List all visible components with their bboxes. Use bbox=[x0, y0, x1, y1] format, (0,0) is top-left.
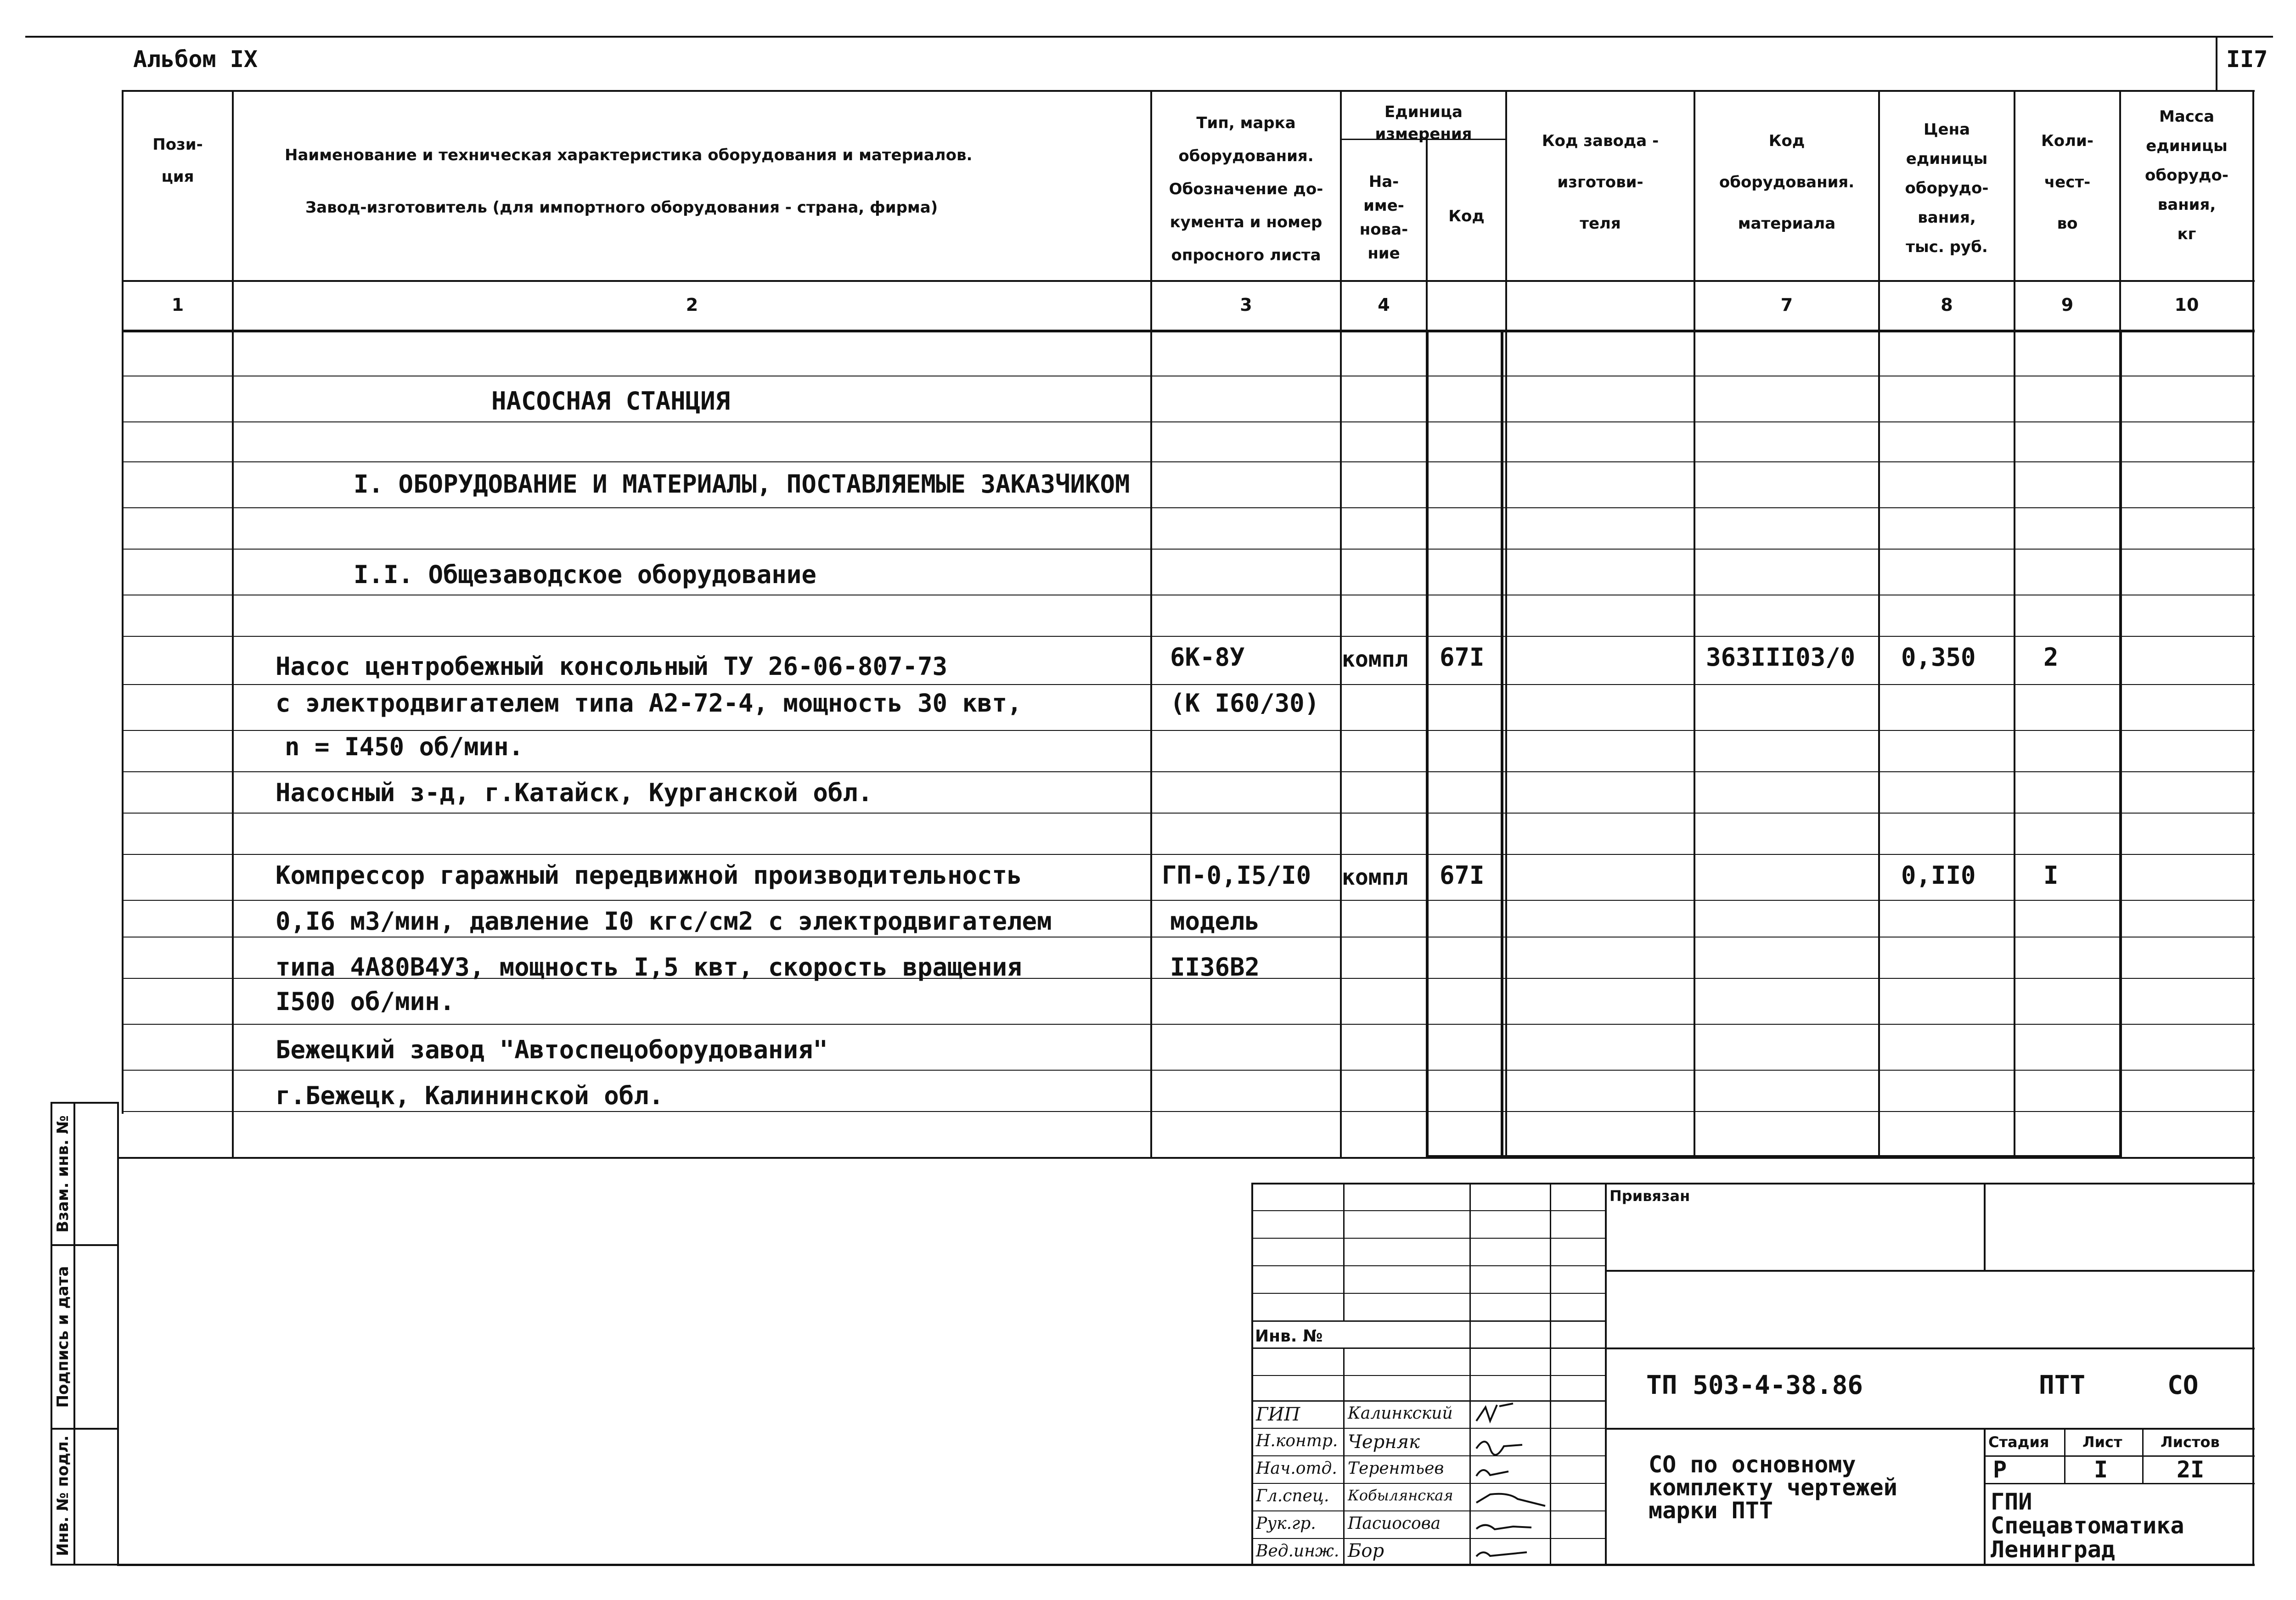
hdr-position-1: Пози- bbox=[152, 135, 203, 154]
item2-type-3: II36В2 bbox=[1170, 953, 1260, 982]
col-num-7: 7 bbox=[1780, 295, 1793, 315]
item1-unit: компл bbox=[1342, 646, 1408, 672]
item2-type-2: модель bbox=[1170, 907, 1260, 936]
tb-org-2: Спецавтоматика bbox=[1991, 1512, 2184, 1539]
item2-unit: компл bbox=[1342, 865, 1408, 890]
hdr-unit-code: Код bbox=[1448, 207, 1485, 225]
tb-title-2: комплекту чертежей bbox=[1649, 1474, 1897, 1501]
hdr-factory-code-1: Код завода - bbox=[1542, 132, 1659, 150]
section-group-1: I. ОБОРУДОВАНИЕ И МАТЕРИАЛЫ, ПОСТАВЛЯЕМЫЕ ЗАКАЗЧИКОМ bbox=[354, 470, 1130, 499]
hdr-mass-3: оборудо- bbox=[2145, 166, 2228, 185]
section-group-1-1: I.I. Общезаводское оборудование bbox=[354, 560, 816, 589]
sig-name-3: Терентьев bbox=[1348, 1459, 1444, 1478]
hdr-mass-4: вания, bbox=[2157, 196, 2216, 214]
hdr-price-3: оборудо- bbox=[1905, 179, 1989, 197]
hdr-qty-3: во bbox=[2057, 214, 2078, 233]
item1-type-2: (К I60/30) bbox=[1170, 689, 1320, 718]
section-station: НАСОСНАЯ СТАНЦИЯ bbox=[491, 387, 731, 415]
hdr-qty-2: чест- bbox=[2044, 173, 2091, 191]
hdr-type-1: Тип, марка bbox=[1196, 114, 1296, 132]
hdr-type-2: оборудования. bbox=[1178, 147, 1314, 165]
sig-role-4: Гл.спец. bbox=[1256, 1487, 1329, 1505]
tb-inv-no: Инв. № bbox=[1255, 1327, 1323, 1346]
tb-title-3: марки ПТТ bbox=[1649, 1497, 1773, 1524]
col-num-1: 1 bbox=[171, 295, 184, 315]
hdr-unit-group-2: измерения bbox=[1375, 125, 1472, 143]
col-num-3: 3 bbox=[1240, 295, 1252, 315]
hdr-price-2: единицы bbox=[1906, 150, 1988, 168]
tb-stage: Р bbox=[1993, 1456, 2007, 1483]
hdr-equip-code-1: Код bbox=[1768, 132, 1805, 150]
col-num-2: 2 bbox=[686, 295, 698, 315]
item2-quantity: I bbox=[2043, 861, 2059, 890]
hdr-position-2: ция bbox=[161, 168, 194, 186]
hdr-factory-code-3: теля bbox=[1580, 214, 1621, 233]
tb-sheets: 2I bbox=[2177, 1456, 2205, 1483]
hdr-unit-name-4: ние bbox=[1367, 244, 1400, 263]
page-number: II7 bbox=[2226, 46, 2268, 73]
hdr-unit-name-3: нова- bbox=[1359, 220, 1408, 239]
hdr-price-1: Цена bbox=[1923, 120, 1970, 139]
sig-name-1: Калинкский bbox=[1348, 1404, 1453, 1423]
hdr-qty-1: Коли- bbox=[2041, 132, 2093, 150]
tb-title-1: СО по основному bbox=[1649, 1451, 1856, 1478]
tb-org-1: ГПИ bbox=[1991, 1488, 2032, 1515]
item1-line3: n = I450 об/мин. bbox=[285, 732, 524, 761]
stamp-replaced-inv: Взам. инв. № bbox=[54, 1115, 72, 1233]
item2-line6: г.Бежецк, Калининской обл. bbox=[276, 1081, 664, 1110]
stamp-sign-date: Подпись и дата bbox=[54, 1266, 72, 1408]
item2-unit-code: 67I bbox=[1440, 861, 1485, 890]
hdr-name-line2: Завод-изготовитель (для импортного оборудования - страна, фирма) bbox=[305, 198, 938, 217]
col-num-10: 10 bbox=[2174, 295, 2199, 315]
hdr-unit-name-2: име- bbox=[1363, 196, 1404, 215]
hdr-mass-2: единицы bbox=[2146, 137, 2228, 155]
hdr-mass-1: Масса bbox=[2159, 107, 2215, 126]
item2-line4: I500 об/мин. bbox=[276, 987, 455, 1016]
col-num-9: 9 bbox=[2061, 295, 2074, 315]
album-label: Альбом IX bbox=[133, 46, 258, 73]
item1-line4: Насосный з-д, г.Катайск, Курганской обл. bbox=[276, 778, 873, 807]
sig-role-1: ГИП bbox=[1256, 1404, 1300, 1425]
tb-org-3: Ленинград bbox=[1991, 1536, 2115, 1563]
hdr-mass-5: кг bbox=[2177, 225, 2196, 243]
tb-stage-label: Стадия bbox=[1988, 1433, 2049, 1451]
item2-line5: Бежецкий завод "Автоспецоборудования" bbox=[276, 1035, 828, 1064]
item2-line1: Компрессор гаражный передвижной производительность bbox=[276, 861, 1022, 890]
sig-name-5: Пасиосова bbox=[1348, 1514, 1441, 1533]
tb-designation: ТП 503-4-38.86 bbox=[1646, 1370, 1863, 1400]
hdr-unit-name-1: На- bbox=[1368, 173, 1399, 191]
tb-sheets-label: Листов bbox=[2161, 1433, 2220, 1451]
tb-sheet: I bbox=[2094, 1456, 2108, 1483]
tb-doc: СО bbox=[2167, 1370, 2199, 1400]
hdr-equip-code-2: оборудования. bbox=[1719, 173, 1855, 191]
tb-attached: Привязан bbox=[1609, 1187, 1690, 1205]
hdr-type-4: кумента и номер bbox=[1170, 213, 1322, 231]
hdr-factory-code-2: изготови- bbox=[1557, 173, 1643, 191]
item2-line3: типа 4А80В4У3, мощность I,5 квт, скорость вращения bbox=[276, 953, 1022, 982]
item1-line2: с электродвигателем типа А2-72-4, мощность 30 квт, bbox=[276, 689, 1022, 718]
hdr-equip-code-3: материала bbox=[1738, 214, 1836, 233]
item1-type-1: 6К-8У bbox=[1170, 643, 1245, 672]
sig-name-2: Черняк bbox=[1348, 1432, 1420, 1453]
sig-role-3: Нач.отд. bbox=[1256, 1459, 1337, 1478]
hdr-price-4: вания, bbox=[1918, 208, 1976, 227]
sig-role-6: Вед.инж. bbox=[1256, 1542, 1339, 1561]
sig-name-6: Бор bbox=[1348, 1540, 1384, 1561]
item1-price: 0,350 bbox=[1901, 643, 1976, 672]
item1-equipment-code: 363III03/0 bbox=[1706, 643, 1856, 672]
item1-quantity: 2 bbox=[2043, 643, 2059, 672]
sig-role-2: Н.контр. bbox=[1256, 1432, 1338, 1450]
item2-line2: 0,I6 м3/мин, давление I0 кгс/см2 с электродвигателем bbox=[276, 907, 1052, 936]
hdr-price-5: тыс. руб. bbox=[1906, 238, 1988, 256]
col-num-4: 4 bbox=[1378, 295, 1390, 315]
hdr-name-line1: Наименование и техническая характеристика оборудования и материалов. bbox=[285, 146, 973, 164]
signature-marks bbox=[1472, 1403, 1550, 1566]
item1-line1: Насос центробежный консольный ТУ 26-06-807-73 bbox=[276, 652, 947, 681]
tb-mark: ПТТ bbox=[2039, 1370, 2086, 1400]
stamp-inv-orig: Инв. № подл. bbox=[54, 1435, 72, 1556]
hdr-type-3: Обозначение до- bbox=[1169, 180, 1323, 198]
tb-sheet-label: Лист bbox=[2082, 1433, 2122, 1451]
hdr-unit-group-1: Единица bbox=[1384, 103, 1463, 121]
hdr-type-5: опросного листа bbox=[1171, 246, 1321, 264]
sig-name-4: Кобылянская bbox=[1348, 1487, 1453, 1504]
item2-type-1: ГП-0,I5/I0 bbox=[1162, 861, 1311, 890]
col-num-8: 8 bbox=[1941, 295, 1953, 315]
item2-price: 0,II0 bbox=[1901, 861, 1976, 890]
sig-role-5: Рук.гр. bbox=[1256, 1514, 1316, 1533]
item1-unit-code: 67I bbox=[1440, 643, 1485, 672]
